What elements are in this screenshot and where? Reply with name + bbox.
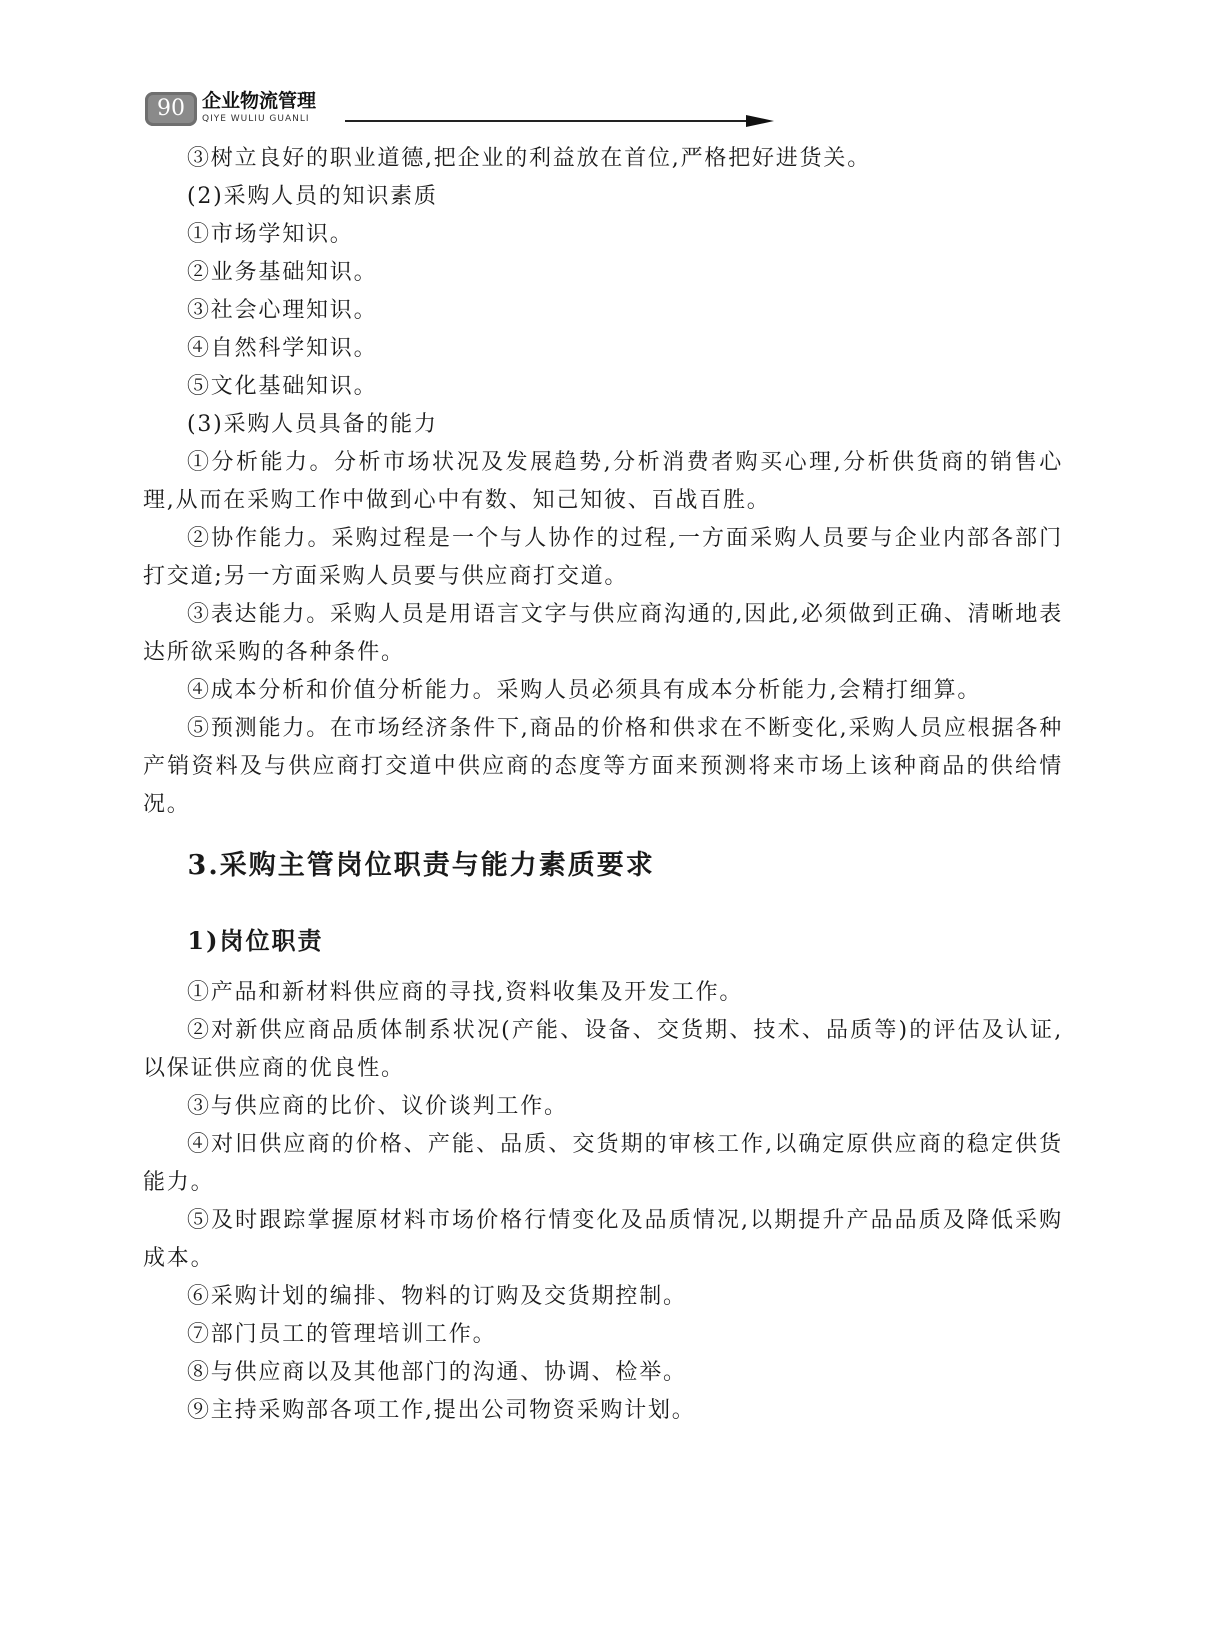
list-item: ③社会心理知识。 bbox=[187, 298, 378, 323]
running-header bbox=[145, 88, 630, 132]
paragraph-heading: (3)采购人员具备的能力 bbox=[187, 412, 438, 437]
paragraph: ①分析能力。分析市场状况及发展趋势,分析消费者购买心理,分析供货商的销售心理,从而在采购工作中做到心中有数、知己知彼、百战百胜。 bbox=[143, 450, 1063, 513]
duty-item: ⑥采购计划的编排、物料的订购及交货期控制。 bbox=[187, 1284, 687, 1309]
book-title: 企业物流管理 bbox=[202, 90, 317, 112]
duty-item: ⑦部门员工的管理培训工作。 bbox=[187, 1322, 497, 1347]
paragraph: ②协作能力。采购过程是一个与人协作的过程,一方面采购人员要与企业内部各部门打交道;另一方面采购人员要与供应商打交道。 bbox=[143, 526, 1063, 589]
duty-item: ④对旧供应商的价格、产能、品质、交货期的审核工作,以确定原供应商的稳定供货能力。 bbox=[143, 1132, 1063, 1195]
paragraph: ③树立良好的职业道德,把企业的利益放在首位,严格把好进货关。 bbox=[187, 146, 871, 171]
paragraph-heading: (2)采购人员的知识素质 bbox=[187, 184, 438, 209]
header-arrow-icon bbox=[746, 115, 774, 127]
section-heading: 3.采购主管岗位职责与能力素质要求 bbox=[187, 850, 655, 881]
page-body bbox=[143, 140, 1063, 1430]
duty-item: ⑨主持采购部各项工作,提出公司物资采购计划。 bbox=[187, 1398, 696, 1423]
duty-item: ①产品和新材料供应商的寻找,资料收集及开发工作。 bbox=[187, 980, 744, 1005]
subsection-heading: 1)岗位职责 bbox=[187, 926, 324, 955]
duty-item: ⑤及时跟踪掌握原材料市场价格行情变化及品质情况,以期提升产品品质及降低采购成本。 bbox=[143, 1208, 1063, 1271]
duty-item: ③与供应商的比价、议价谈判工作。 bbox=[187, 1094, 568, 1119]
duty-item: ②对新供应商品质体制系状况(产能、设备、交货期、技术、品质等)的评估及认证,以保证供应商的优良性。 bbox=[143, 1018, 1063, 1081]
list-item: ⑤文化基础知识。 bbox=[187, 374, 378, 399]
list-item: ②业务基础知识。 bbox=[187, 260, 378, 285]
list-item: ①市场学知识。 bbox=[187, 222, 354, 247]
paragraph: ⑤预测能力。在市场经济条件下,商品的价格和供求在不断变化,采购人员应根据各种产销资料及与供应商打交道中供应商的态度等方面来预测将来市场上该种商品的供给情况。 bbox=[143, 716, 1063, 817]
header-rule bbox=[345, 120, 750, 122]
book-title-pinyin: QIYE WULIU GUANLI bbox=[202, 114, 310, 124]
page-number-badge: 90 bbox=[145, 92, 197, 126]
paragraph: ③表达能力。采购人员是用语言文字与供应商沟通的,因此,必须做到正确、清晰地表达所欲采购的各种条件。 bbox=[143, 602, 1063, 665]
list-item: ④自然科学知识。 bbox=[187, 336, 378, 361]
duty-item: ⑧与供应商以及其他部门的沟通、协调、检举。 bbox=[187, 1360, 687, 1385]
paragraph: ④成本分析和价值分析能力。采购人员必须具有成本分析能力,会精打细算。 bbox=[187, 678, 982, 703]
